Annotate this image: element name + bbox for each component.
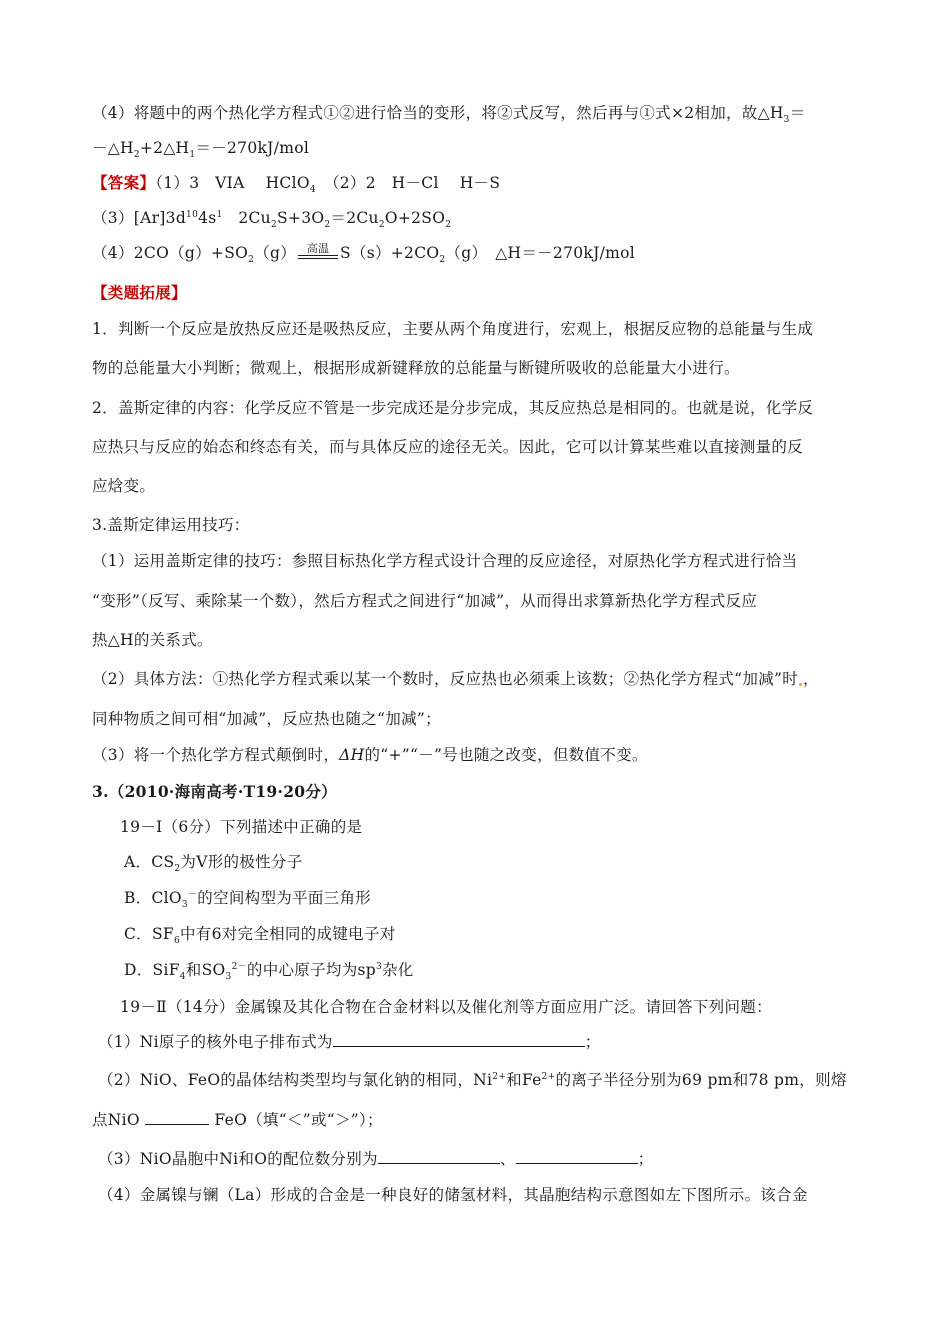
subscript: 2 — [445, 220, 452, 231]
text: 的离子半径分别为69 pm和78 pm，则熔 — [555, 1071, 847, 1089]
answer-line1 — [92, 173, 501, 196]
superscript: 10 — [186, 209, 199, 220]
subscript: 3 — [181, 900, 188, 911]
text: O+2SO — [384, 209, 446, 227]
text: （3）将一个热化学方程式颠倒时， — [92, 746, 340, 764]
text: S（s）+2CO — [340, 244, 440, 262]
extension-3-2-line2: 同种物质之间可相“加减”，反应热也随之“加减”； — [92, 710, 441, 728]
extension-3-1-line2: “变形”（反写、乘除某一个数），然后方程式之间进行“加减”，从而得出求算新热化学方程式反应 — [92, 592, 758, 610]
subscript: 1 — [189, 150, 196, 161]
text: （g） — [254, 244, 296, 262]
extension-3-1-line1: （1）运用盖斯定律的技巧：参照目标热化学方程式设计合理的反应途径，对原热化学方程式进行恰当 — [92, 552, 798, 570]
text: （1）Ni原子的核外电子排布式为 — [98, 1033, 333, 1051]
text: （g） △H＝－270kJ/mol — [445, 244, 636, 262]
subscript: 3 — [225, 972, 232, 983]
answer-blank-1[interactable] — [333, 1032, 585, 1047]
extension-3-1-line3: 热△H的关系式。 — [92, 631, 213, 649]
text: FeO（填“＜”或“＞”）； — [214, 1111, 383, 1129]
subscript: 2 — [378, 220, 385, 231]
text: 、 — [499, 1150, 516, 1168]
reaction-condition — [296, 243, 340, 254]
extension-2-line1: 2．盖斯定律的内容：化学反应不管是一步完成还是分步完成，其反应热总是相同的。也就是说，化学反 — [92, 399, 814, 417]
text: 中有6对完全相同的成键电子对 — [179, 925, 396, 943]
question-19-1: 19－I（6分）下列描述中正确的是 — [120, 818, 363, 836]
extension-2-line2: 应热只与反应的始态和终态有关，而与具体反应的途径无关。因此，它可以计算某些难以直接测量的反 — [92, 438, 804, 456]
answer-blank-3a[interactable] — [378, 1149, 500, 1164]
text: B．ClO — [124, 889, 182, 907]
sub-question-2-line2 — [92, 1110, 383, 1130]
text: 和SO — [185, 961, 226, 979]
solution-part4-line1 — [92, 103, 806, 126]
subscript: 2 — [174, 864, 181, 875]
text: 2Cu — [222, 209, 271, 227]
text: （4）将题中的两个热化学方程式①②进行恰当的变形，将②式反写，然后再与①式×2相加，故△H — [92, 104, 784, 122]
text: C．SF — [124, 925, 174, 943]
text: －△H — [92, 139, 134, 157]
sub-question-2-line1 — [98, 1070, 847, 1090]
option-c — [124, 924, 396, 947]
extension-1-line1: 1．判断一个反应是放热反应还是吸热反应，主要从两个角度进行，宏观上，根据反应物的总能量与生成 — [92, 320, 814, 338]
delta-h: ΔH — [339, 746, 365, 764]
text: 为V形的极性分子 — [180, 853, 303, 871]
question-19-2: 19－Ⅱ（14分）金属镍及其化合物在合金材料以及催化剂等方面应用广泛。请回答下列问题： — [120, 998, 772, 1016]
text: （2）NiO、FeO的晶体结构类型均与氯化钠的相同，Ni — [98, 1071, 493, 1089]
sub-question-3 — [98, 1149, 653, 1169]
text: ； — [584, 1033, 601, 1051]
superscript: 3 — [375, 961, 382, 972]
equals-bar-top — [298, 255, 338, 256]
answer-line3 — [92, 242, 636, 266]
text: 4s — [198, 209, 217, 227]
text: （4）2CO（g）+SO — [92, 244, 249, 262]
sub-question-1 — [98, 1032, 601, 1052]
subscript: 2 — [270, 220, 277, 231]
subscript: 4 — [179, 972, 186, 983]
subscript: 3 — [783, 115, 790, 126]
text: 杂化 — [382, 961, 414, 979]
text: （3）[Ar]3d — [92, 209, 187, 227]
text: （2）具体方法：①热化学方程式乘以某一个数时，反应热也必须乘上该数；②热化学方程式“加减”时 — [92, 670, 799, 688]
solution-part4-line2 — [92, 138, 310, 161]
extension-3-3 — [92, 745, 648, 765]
text: ＝ — [789, 104, 806, 122]
text: A．CS — [124, 853, 175, 871]
text: （3）NiO晶胞中Ni和O的配位数分别为 — [98, 1150, 378, 1168]
extension-label: 【类题拓展】 — [92, 283, 187, 302]
superscript: － — [187, 889, 198, 900]
extension-3-2-line1 — [92, 669, 819, 689]
subscript: 2 — [133, 150, 140, 161]
sub-question-4-line1: （4）金属镍与镧（La）形成的合金是一种良好的储氢材料，其晶胞结构示意图如左下图所示。该合金 — [98, 1186, 808, 1204]
answer-blank-3b[interactable] — [516, 1149, 638, 1164]
text: 的“+”“－”号也随之改变，但数值不变。 — [364, 746, 648, 764]
condition-text: 高温 — [306, 242, 330, 255]
mark-dot — [799, 683, 802, 686]
text: ， — [803, 670, 819, 688]
answer-label: 【答案】 — [92, 173, 156, 192]
option-d — [124, 960, 414, 983]
text: 点NiO — [92, 1111, 140, 1129]
subscript: 2 — [248, 255, 255, 266]
text: 的中心原子均为sp — [246, 961, 376, 979]
subscript: 2 — [324, 220, 331, 231]
text: 和Fe — [506, 1071, 542, 1089]
superscript: 1 — [216, 209, 223, 220]
answer-blank-2[interactable] — [145, 1110, 209, 1125]
extension-1-line2: 物的总能量大小判断；微观上，根据形成新键释放的总能量与断键所吸收的总能量大小进行。 — [92, 359, 740, 377]
subscript: 6 — [173, 936, 180, 947]
extension-2-line3: 应焓变。 — [92, 477, 156, 495]
subscript: 4 — [309, 185, 316, 196]
text: （2）2 H－Cl H－S — [315, 174, 501, 192]
subscript: 2 — [439, 255, 446, 266]
extension-3-title: 3.盖斯定律运用技巧： — [92, 516, 250, 534]
text: 的空间构型为平面三角形 — [197, 889, 372, 907]
equals-bar-bottom — [298, 258, 338, 259]
question-3-title: 3.（2010·海南高考·T19·20分） — [92, 782, 337, 801]
text: +2△H — [139, 139, 190, 157]
superscript: 2+ — [492, 1071, 507, 1082]
text: D．SiF — [124, 961, 180, 979]
text: S+3O — [277, 209, 325, 227]
text: （1）3 VIA HClO — [155, 174, 310, 192]
text: ； — [637, 1150, 654, 1168]
text: ＝2Cu — [330, 209, 379, 227]
option-b — [124, 888, 372, 911]
answer-line2 — [92, 208, 452, 231]
text: ＝－270kJ/mol — [195, 139, 310, 157]
option-a — [124, 852, 303, 875]
superscript: 2－ — [231, 961, 247, 972]
superscript: 2+ — [541, 1071, 556, 1082]
